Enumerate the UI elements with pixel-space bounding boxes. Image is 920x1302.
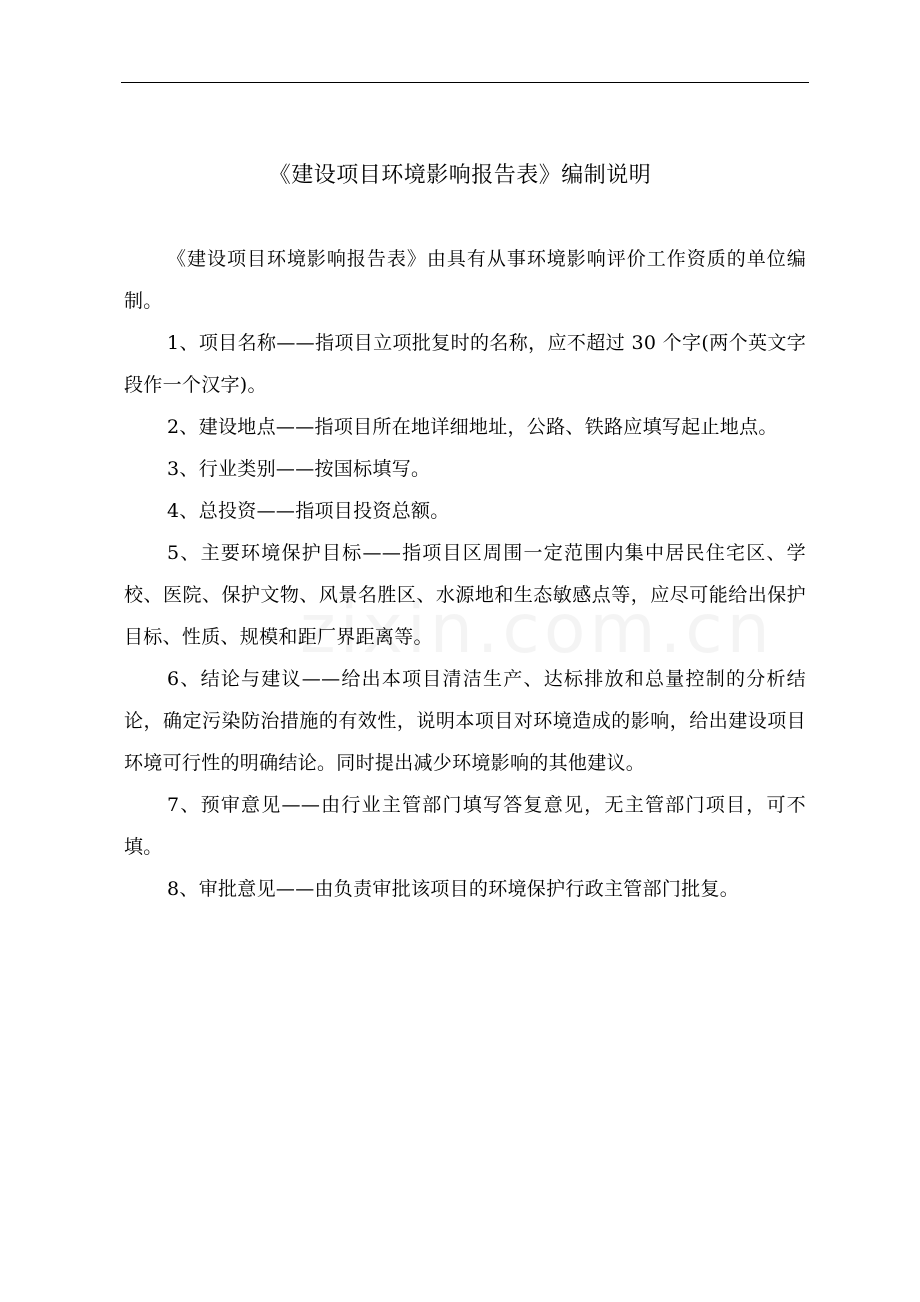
document-title: 《建设项目环境影响报告表》编制说明 xyxy=(268,163,652,188)
item-protection-targets: 5、主要环境保护目标——指项目区周围一定范围内集中居民住宅区、学校、医院、保护文物、风景名胜区、水源地和生态敏感点等，应尽可能给出保护目标、性质、规模和距厂界距离等。 xyxy=(124,542,806,648)
item-construction-site: 2、建设地点——指项目所在地详细地址，公路、铁路应填写起止地点。 xyxy=(167,416,778,438)
item-total-investment: 4、总投资——指项目投资总额。 xyxy=(167,500,450,522)
item-project-name: 1、项目名称——指项目立项批复时的名称，应不超过 30 个字(两个英文字段作一个汉字)。 xyxy=(124,332,806,396)
header-rule xyxy=(121,82,809,83)
item-preliminary-review: 7、预审意见——由行业主管部门填写答复意见，无主管部门项目，可不填。 xyxy=(124,794,806,858)
item-industry-category: 3、行业类别——按国标填写。 xyxy=(167,458,431,480)
item-conclusions: 6、结论与建议——给出本项目清洁生产、达标排放和总量控制的分析结论，确定污染防治措施的有效性，说明本项目对环境造成的影响，给出建设项目环境可行性的明确结论。同时提出减少环境影响的其他建议。 xyxy=(124,668,806,774)
intro-paragraph: 《建设项目环境影响报告表》由具有从事环境影响评价工作资质的单位编制。 xyxy=(124,248,806,312)
document-body xyxy=(124,238,806,910)
item-approval-opinion: 8、审批意见——由负责审批该项目的环境保护行政主管部门批复。 xyxy=(167,878,740,900)
